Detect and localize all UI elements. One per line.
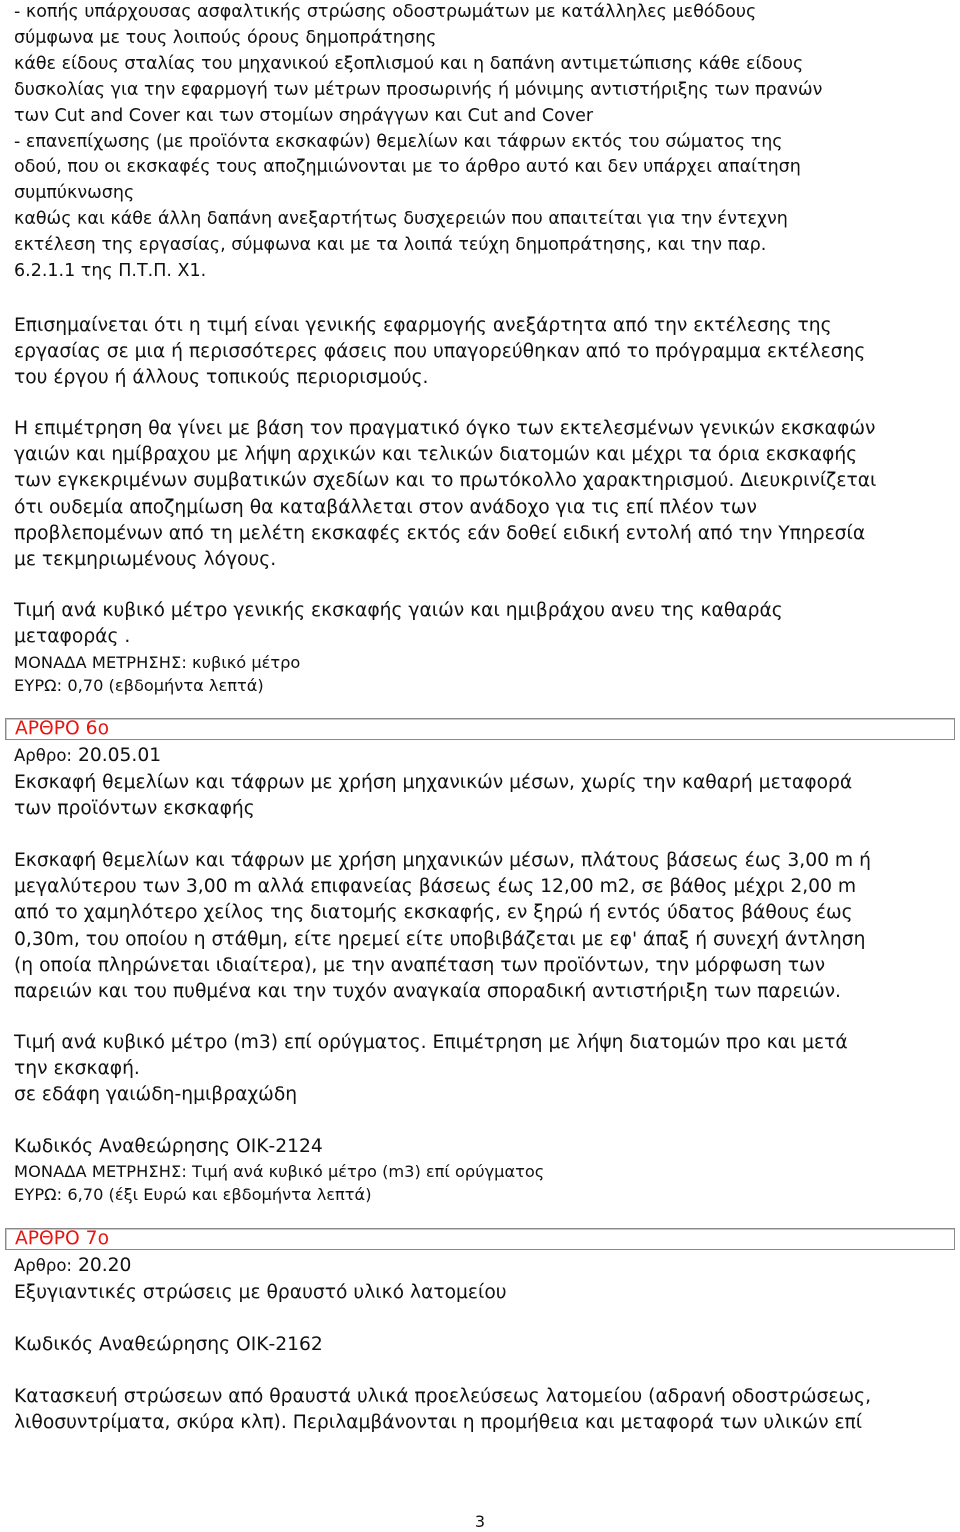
intro-line: καθώς και κάθε άλλη δαπάνη ανεξαρτήτως δυσχερειών που απαιτείται για την έντεχνη	[14, 209, 788, 230]
arthro-label: Αρθρο:	[14, 1256, 72, 1275]
euro-line	[14, 1184, 954, 1207]
paragraph-line: Εκσκαφή θεμελίων και τάφρων με χρήση μηχανικών μέσων, πλάτους βάσεως έως 3,00 m ή	[14, 850, 871, 871]
article-6-price	[14, 1030, 954, 1109]
page-number: 3	[474, 1512, 486, 1531]
paragraph-line: την εκσκαφή.	[14, 1058, 140, 1080]
paragraph-line: του έργου ή άλλους τοπικούς περιορισμούς.	[14, 367, 429, 389]
article-6-revision	[14, 1134, 954, 1160]
measurement-unit-label: ΜΟΝΑΔΑ ΜΕΤΡΗΣΗΣ:	[14, 653, 187, 672]
article-7-header	[5, 1228, 955, 1250]
revision-code: Κωδικός Αναθεώρησης ΟΙΚ-2162	[14, 1334, 323, 1355]
euro-label: ΕΥΡΩ:	[14, 675, 63, 695]
euro-line	[14, 675, 954, 698]
arthro-label: Αρθρο:	[14, 746, 72, 765]
intro-line: κάθε είδους σταλίας του μηχανικού εξοπλισμού και η δαπάνη αντιμετώπισης κάθε είδους	[14, 53, 804, 74]
measurement-paragraph	[14, 416, 954, 573]
paragraph-line: Η επιμέτρηση θα γίνει με βάση τον πραγματικό όγκο των εκτελεσμένων γενικών εκσκαφών	[14, 418, 876, 439]
price-paragraph	[14, 598, 954, 650]
euro-value: 0,70 (εβδομήντα λεπτά)	[67, 675, 264, 695]
article-6-header	[5, 718, 955, 740]
paragraph-line: των εγκεκριμένων συμβατικών σχεδίων και το πρωτόκολλο χαρακτηρισμού. Διευκρινίζεται	[14, 470, 877, 492]
paragraph-line: Τιμή ανά κυβικό μέτρο γενικής εκσκαφής γαιών και ημιβράχου ανευ της καθαράς	[14, 600, 783, 621]
article-7-revision	[14, 1332, 954, 1358]
intro-line: - κοπής υπάρχουσας ασφαλτικής στρώσης οδοστρωμάτων με κατάλληλες μεθόδους	[14, 2, 757, 22]
paragraph-line: ότι ουδεμία αποζημίωση θα καταβάλλεται στον ανάδοχο για τις επί πλέον των	[14, 496, 757, 518]
intro-clauses	[14, 0, 954, 285]
heading-line: Εξυγιαντικές στρώσεις με θραυστό υλικό λατομείου	[14, 1282, 507, 1303]
paragraph-line: μεταφοράς .	[14, 626, 131, 648]
note-paragraph	[14, 313, 954, 392]
heading-line: Εκσκαφή θεμελίων και τάφρων με χρήση μηχανικών μέσων, χωρίς την καθαρή μεταφορά	[14, 772, 853, 793]
article-6-unit-euro	[14, 1161, 954, 1207]
paragraph-line: Τιμή ανά κυβικό μέτρο (m3) επί ορύγματος. Επιμέτρηση με λήψη διατομών προ και μετά	[14, 1032, 848, 1053]
paragraph-line: εργασίας σε μια ή περισσότερες φάσεις που υπαγορεύθηκαν από το πρόγραμμα εκτέλεσης	[14, 341, 866, 363]
article-6-heading	[14, 770, 954, 822]
euro-label: ΕΥΡΩ:	[14, 1184, 63, 1204]
euro-value: 6,70 (έξι Ευρώ και εβδομήντα λεπτά)	[67, 1184, 372, 1204]
intro-line: - επανεπίχωσης (με προϊόντα εκσκαφών) θεμελίων και τάφρων εκτός του σώματος της	[14, 131, 783, 152]
intro-line: οδού, που οι εκσκαφές τους αποζημιώνονται με το άρθρο αυτό και δεν υπάρχει απαίτηση	[14, 157, 801, 178]
article-7-description	[14, 1384, 954, 1436]
intro-line: συμπύκνωσης	[14, 183, 135, 204]
revision-code: Κωδικός Αναθεώρησης ΟΙΚ-2124	[14, 1136, 323, 1157]
measurement-unit-value: κυβικό μέτρο	[192, 653, 301, 672]
paragraph-line: σε εδάφη γαιώδη-ημιβραχώδη	[14, 1084, 298, 1106]
article-7-title: ΑΡΘΡΟ 7ο	[15, 1228, 110, 1249]
arthro-number: 20.05.01	[77, 745, 162, 766]
article-6-title: ΑΡΘΡΟ 6ο	[15, 718, 110, 739]
article-6-description	[14, 848, 954, 1005]
paragraph-line: Επισημαίνεται ότι η τιμή είναι γενικής εφαρμογής ανεξάρτητα από την εκτέλεσης της	[14, 315, 832, 336]
article-7-heading	[14, 1280, 954, 1306]
intro-line: εκτέλεση της εργασίας, σύμφωνα και με τα λοιπά τεύχη δημοπράτησης, και την παρ.	[14, 235, 767, 256]
paragraph-line: γαιών και ημίβραχου με λήψη αρχικών και τελικών διατομών και μέχρι τα όρια εκσκαφής	[14, 444, 858, 466]
measurement-unit-label: ΜΟΝΑΔΑ ΜΕΤΡΗΣΗΣ:	[14, 1162, 187, 1181]
heading-line: των προϊόντων εκσκαφής	[14, 798, 255, 820]
paragraph-line: παρειών και του πυθμένα και την τυχόν αναγκαία σποραδική αντιστήριξη των παρειών.	[14, 981, 841, 1003]
intro-line: δυσκολίας για την εφαρμογή των μέτρων προσωρινής ή μόνιμης αντιστήριξης των πρανών	[14, 79, 823, 100]
arthro-number: 20.20	[77, 1255, 132, 1276]
article-7-code	[14, 1254, 131, 1278]
article-6-code	[14, 744, 161, 768]
intro-line: σύμφωνα με τους λοιπούς όρους δημοπράτησης	[14, 27, 437, 48]
measurement-unit-line	[14, 652, 954, 675]
unit-euro-block	[14, 652, 954, 698]
measurement-unit-line	[14, 1161, 954, 1184]
paragraph-line: μεγαλύτερου των 3,00 m αλλά επιφανείας βάσεως έως 12,00 m2, σε βάθος μέχρι 2,00 m	[14, 876, 857, 898]
paragraph-line: προβλεπομένων από τη μελέτη εκσκαφές εκτός εάν δοθεί ειδική εντολή από την Υπηρεσία	[14, 522, 866, 544]
paragraph-line: λιθοσυντρίματα, σκύρα κλπ). Περιλαμβάνονται η προμήθεια και μεταφορά των υλικών επί	[14, 1412, 863, 1434]
paragraph-line: Κατασκευή στρώσεων από θραυστά υλικά προελεύσεως λατομείου (αδρανή οδοστρώσεως,	[14, 1386, 872, 1407]
intro-line: 6.2.1.1 της Π.Τ.Π. Χ1.	[14, 261, 207, 282]
paragraph-line: με τεκμηριωμένους λόγους.	[14, 549, 277, 571]
measurement-unit-value: Τιμή ανά κυβικό μέτρο (m3) επί ορύγματος	[192, 1162, 545, 1181]
paragraph-line: από το χαμηλότερο χείλος της διατομής εκσκαφής, εν ξηρώ ή εντός ύδατος βάθους έως	[14, 902, 853, 924]
paragraph-line: (η οποία πληρώνεται ιδιαίτερα), με την αναπέταση των προϊόντων, την μόρφωση των	[14, 954, 826, 976]
intro-line: των Cut and Cover και των στομίων σηράγγων και Cut and Cover	[14, 105, 594, 126]
paragraph-line: 0,30m, του οποίου η στάθμη, είτε ηρεμεί είτε υποβιβάζεται με εφ' άπαξ ή συνεχή άντληση	[14, 928, 866, 950]
